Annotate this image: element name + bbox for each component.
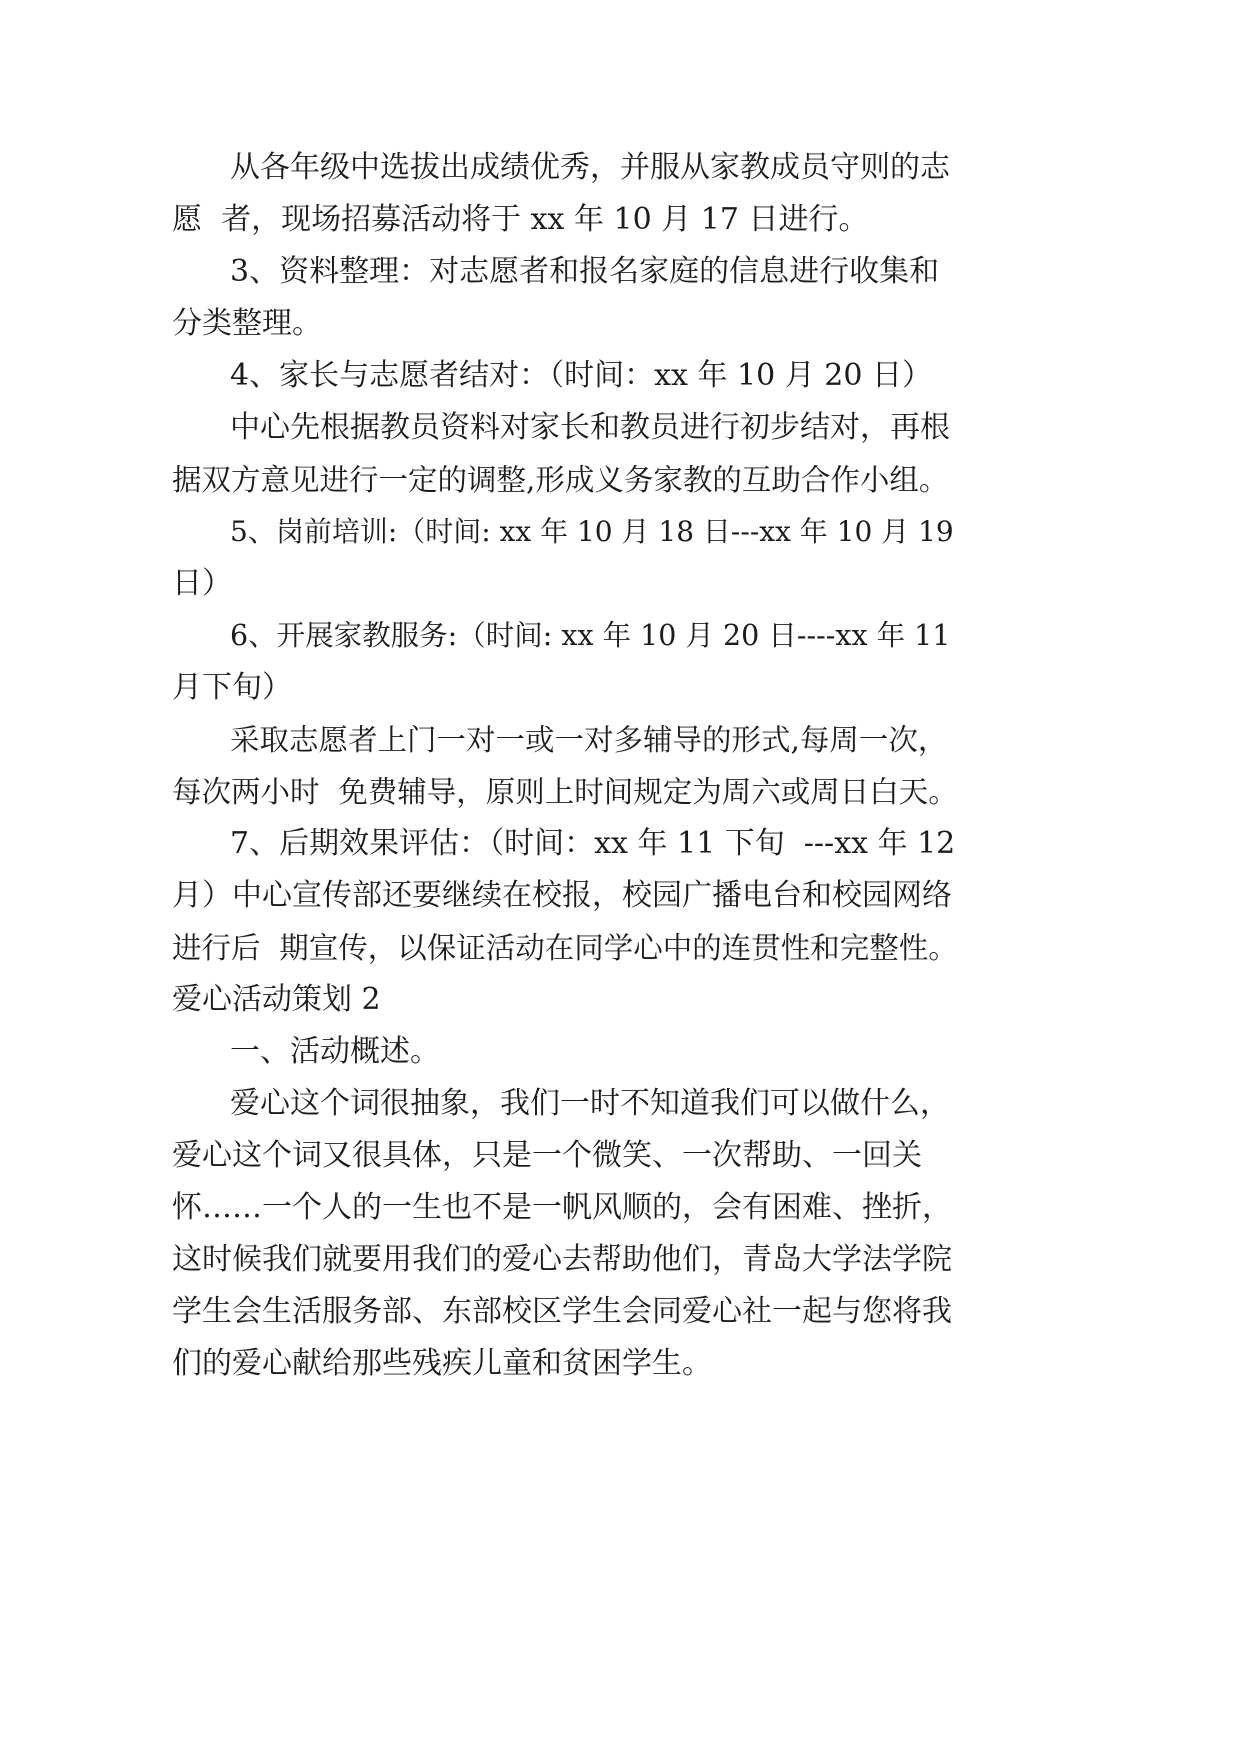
paragraph-line: 4、家长与志愿者结对：（时间：xx 年 10 月 20 日）: [230, 358, 932, 393]
paragraph-line: 5、岗前培训:（时间: xx 年 10 月 18 日---xx 年 10 月 19: [230, 515, 954, 548]
paragraph-line: 月下旬）: [172, 670, 292, 705]
paragraph-line: 爱心这个词又很具体，只是一个微笑、一次帮助、一回关: [172, 1138, 922, 1173]
paragraph-line: 们的爱心献给那些残疾儿童和贫困学生。: [172, 1346, 712, 1381]
paragraph-line: 每次两小时 免费辅导，原则上时间规定为周六或周日白天。: [172, 775, 958, 809]
paragraph-line: 采取志愿者上门一对一或一对多辅导的形式,每周一次，: [230, 723, 948, 757]
paragraph-line: 学生会生活服务部、东部校区学生会同爱心社一起与您将我: [172, 1294, 952, 1329]
subsection-heading: 一、活动概述。: [230, 1034, 440, 1069]
paragraph-line: 怀……一个人的一生也不是一帆风顺的，会有困难、挫折，: [172, 1190, 952, 1225]
paragraph-line: 进行后 期宣传，以保证活动在同学心中的连贯性和完整性。: [172, 931, 958, 965]
paragraph-line: 日）: [172, 566, 232, 601]
paragraph-line: 爱心这个词很抽象，我们一时不知道我们可以做什么，: [230, 1086, 950, 1121]
paragraph-line: 愿 者，现场招募活动将于 xx 年 10 月 17 日进行。: [172, 202, 869, 237]
section-heading: 爱心活动策划 2: [172, 982, 381, 1017]
paragraph-line: 7、后期效果评估：（时间：xx 年 11 下旬 ---xx 年 12: [230, 826, 956, 861]
paragraph-line: 据双方意见进行一定的调整,形成义务家教的互助合作小组。: [172, 463, 949, 497]
paragraph-line: 中心先根据教员资料对家长和教员进行初步结对，再根: [230, 410, 950, 445]
paragraph-line: 6、开展家教服务:（时间: xx 年 10 月 20 日----xx 年 11: [230, 619, 951, 652]
paragraph-line: 这时候我们就要用我们的爱心去帮助他们，青岛大学法学院: [172, 1242, 952, 1277]
paragraph-line: 从各年级中选拔出成绩优秀，并服从家教成员守则的志: [230, 150, 950, 185]
paragraph-line: 3、资料整理：对志愿者和报名家庭的信息进行收集和: [230, 254, 940, 289]
paragraph-line: 分类整理。: [172, 306, 322, 341]
paragraph-line: 月）中心宣传部还要继续在校报，校园广播电台和校园网络: [172, 878, 952, 913]
